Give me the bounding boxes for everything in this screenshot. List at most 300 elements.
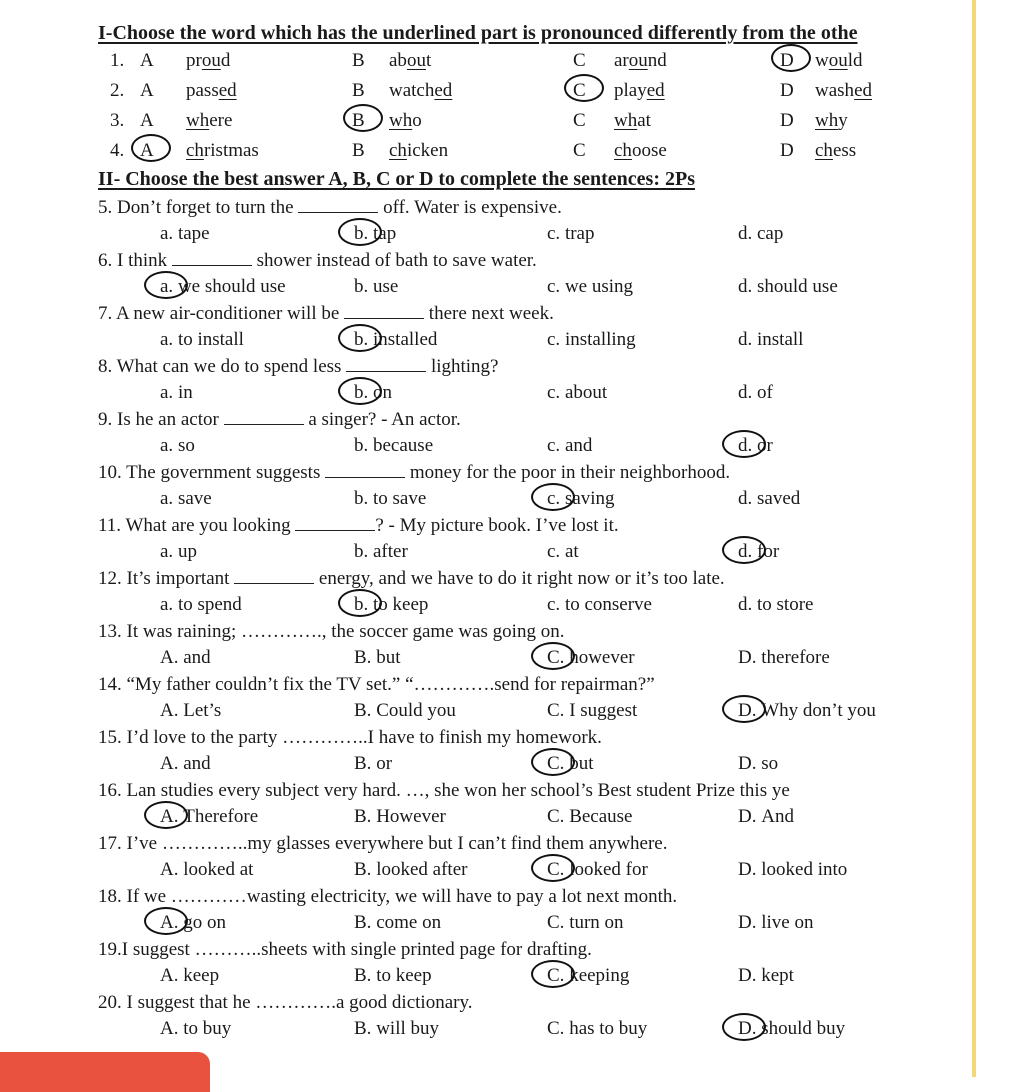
option-word[interactable] — [815, 110, 848, 132]
option-letter-text: d. — [738, 594, 753, 615]
option-text: However — [376, 806, 446, 827]
answer-option[interactable] — [160, 1018, 231, 1040]
option-text: or — [376, 753, 393, 774]
question-stem: 18. If we …………wasting electricity, we will have to pay a lot next month. — [98, 886, 678, 907]
question-stem: 20. I suggest that he ………….a good dictionary. — [98, 992, 473, 1013]
underlined-part: ch — [614, 140, 632, 161]
answer-option[interactable] — [160, 912, 226, 934]
option-text: Could you — [376, 700, 456, 721]
option-letter[interactable] — [780, 140, 794, 162]
question-text — [98, 356, 499, 378]
option-text: therefore — [761, 647, 830, 668]
answer-option[interactable] — [160, 382, 193, 404]
option-letter-text: C. — [547, 912, 565, 933]
option-letter-text: C. — [547, 753, 565, 774]
option-word[interactable] — [186, 80, 237, 102]
option-text: to store — [757, 594, 814, 615]
question-stem: 19.I suggest ………..sheets with single printed page for drafting. — [98, 939, 592, 960]
underlined-part: ed — [218, 80, 237, 101]
option-letter[interactable] — [352, 110, 365, 132]
option-word[interactable] — [186, 50, 230, 72]
option-letter-text: C. — [547, 806, 565, 827]
word-part: pr — [186, 50, 202, 71]
word-part: watch — [389, 80, 435, 101]
answer-option[interactable] — [547, 488, 615, 510]
option-letter-text: b. — [354, 488, 369, 509]
answer-option[interactable] — [547, 753, 593, 775]
answer-option[interactable] — [160, 276, 286, 298]
option-letter-text: B. — [354, 912, 372, 933]
answer-option[interactable] — [738, 382, 773, 404]
option-text: and — [564, 435, 593, 456]
word-part: ab — [389, 50, 407, 71]
option-letter-text: B. — [354, 965, 372, 986]
question-number — [110, 110, 124, 132]
answer-option[interactable] — [354, 912, 441, 934]
option-text: to conserve — [564, 594, 652, 615]
question-stem: 15. I’d love to the party …………..I have to finish my homework. — [98, 727, 602, 748]
option-letter-text: C. — [547, 859, 565, 880]
option-letter[interactable] — [780, 80, 794, 102]
option-letter[interactable] — [352, 140, 365, 162]
answer-option[interactable] — [160, 223, 210, 245]
option-letter-text: A. — [160, 806, 179, 827]
answer-option[interactable] — [547, 965, 629, 987]
option-letter-text: d. — [738, 276, 753, 297]
option-text: up — [177, 541, 197, 562]
answer-option[interactable] — [160, 806, 258, 828]
answer-option[interactable] — [160, 700, 221, 722]
option-text: we using — [564, 276, 634, 297]
option-letter-text: b. — [354, 435, 369, 456]
question-number — [110, 80, 124, 102]
underlined-part: ou — [828, 50, 848, 71]
option-letter-text: D. — [738, 753, 757, 774]
option-word[interactable] — [614, 140, 667, 162]
option-letter-text: D. — [738, 1018, 757, 1039]
option-letter-text: B — [352, 50, 365, 71]
bottom-tab[interactable] — [0, 1052, 210, 1092]
option-letter-text: B. — [354, 753, 372, 774]
option-text: so — [177, 435, 195, 456]
option-text: and — [183, 753, 211, 774]
option-letter-text: a. — [160, 488, 174, 509]
underlined-part: wh — [815, 110, 839, 131]
option-letter-text: A. — [160, 753, 179, 774]
option-letter-text: A. — [160, 912, 179, 933]
word-part: t — [425, 50, 432, 71]
question-stem: 6. I think — [98, 250, 172, 271]
question-stem: 14. “My father couldn’t fix the TV set.” “………….send for repairman?” — [98, 674, 655, 695]
option-letter[interactable] — [140, 50, 154, 72]
answer-option[interactable] — [547, 700, 637, 722]
option-letter-text: b. — [354, 382, 369, 403]
option-text: has to buy — [569, 1018, 648, 1039]
answer-option[interactable] — [738, 753, 778, 775]
answer-option[interactable] — [738, 1018, 845, 1040]
option-word[interactable] — [389, 110, 422, 132]
question-text — [98, 303, 554, 325]
question-text — [98, 992, 472, 1014]
answer-option[interactable] — [354, 223, 396, 245]
option-letter-text: C — [573, 80, 586, 101]
option-letter-text: D. — [738, 859, 757, 880]
question-number-text: 1. — [110, 50, 125, 71]
option-text: at — [564, 541, 579, 562]
option-letter-text: B — [352, 110, 365, 131]
answer-option[interactable] — [738, 806, 794, 828]
option-letter-text: b. — [354, 329, 369, 350]
option-letter[interactable] — [352, 50, 365, 72]
answer-option[interactable] — [160, 541, 197, 563]
option-text: for — [757, 541, 780, 562]
option-letter-text: A. — [160, 859, 179, 880]
option-letter-text: c. — [547, 276, 561, 297]
option-word[interactable] — [614, 80, 665, 102]
answer-option[interactable] — [354, 329, 437, 351]
option-letter-text: B. — [354, 647, 372, 668]
option-text: Let’s — [183, 700, 222, 721]
option-text: installing — [564, 329, 636, 350]
answer-option[interactable] — [547, 435, 592, 457]
option-text: installed — [373, 329, 438, 350]
option-text: will buy — [376, 1018, 439, 1039]
option-letter-text: D. — [738, 700, 757, 721]
option-text: we should use — [177, 276, 286, 297]
question-stem-end: there next week. — [424, 303, 554, 324]
answer-option[interactable] — [547, 329, 636, 351]
question-stem-end: energy, and we have to do it right now or it’s too late. — [314, 568, 725, 589]
option-text: looked at — [183, 859, 254, 880]
word-part: ld — [847, 50, 863, 71]
option-text: come on — [376, 912, 442, 933]
page-edge-line — [972, 0, 976, 1077]
answer-blank[interactable] — [298, 198, 378, 213]
option-letter-text: C. — [547, 700, 565, 721]
word-part: oose — [631, 140, 667, 161]
option-text: should buy — [761, 1018, 846, 1039]
option-text: And — [761, 806, 794, 827]
option-letter-text: C — [573, 110, 586, 131]
word-part: d — [220, 50, 231, 71]
option-letter-text: d. — [738, 223, 753, 244]
question-stem-end: money for the poor in their neighborhood. — [405, 462, 731, 483]
answer-option[interactable] — [738, 859, 847, 881]
answer-option[interactable] — [160, 329, 244, 351]
question-number — [110, 140, 124, 162]
answer-option[interactable] — [738, 329, 803, 351]
answer-option[interactable] — [547, 223, 594, 245]
word-part: wash — [815, 80, 855, 101]
answer-option[interactable] — [160, 753, 211, 775]
option-text: use — [373, 276, 399, 297]
answer-option[interactable] — [738, 435, 773, 457]
word-part: ar — [614, 50, 629, 71]
answer-option[interactable] — [160, 859, 253, 881]
option-text: install — [757, 329, 804, 350]
option-text: kept — [761, 965, 794, 986]
underlined-part: ou — [628, 50, 648, 71]
underlined-part: ed — [646, 80, 665, 101]
question-number-text: 4. — [110, 140, 125, 161]
option-letter-text: D — [780, 140, 794, 161]
question-stem-end: ? - My picture book. I’ve lost it. — [375, 515, 619, 536]
option-letter-text: c. — [547, 223, 561, 244]
question-stem: 11. What are you looking — [98, 515, 296, 536]
word-part: ess — [832, 140, 857, 161]
answer-option[interactable] — [354, 700, 456, 722]
answer-option[interactable] — [354, 488, 426, 510]
answer-blank[interactable] — [325, 463, 405, 478]
option-text: I suggest — [569, 700, 638, 721]
option-text: save — [177, 488, 212, 509]
option-letter[interactable] — [573, 140, 586, 162]
answer-option[interactable] — [547, 912, 624, 934]
option-text: cap — [757, 223, 784, 244]
option-letter-text: D — [780, 50, 794, 71]
answer-option[interactable] — [354, 965, 432, 987]
question-number-text: 2. — [110, 80, 125, 101]
option-letter-text: a. — [160, 541, 174, 562]
option-letter-text: d. — [738, 541, 753, 562]
answer-option[interactable] — [547, 1018, 647, 1040]
answer-option[interactable] — [160, 594, 242, 616]
option-text: saving — [564, 488, 615, 509]
answer-option[interactable] — [738, 965, 794, 987]
option-letter-text: A. — [160, 1018, 179, 1039]
question-text — [98, 833, 667, 855]
answer-blank[interactable] — [172, 251, 252, 266]
option-letter-text: D — [780, 80, 794, 101]
option-text: so — [761, 753, 779, 774]
answer-option[interactable] — [738, 276, 838, 298]
answer-option[interactable] — [354, 541, 408, 563]
option-letter-text: a. — [160, 223, 174, 244]
option-text: keep — [183, 965, 220, 986]
question-stem: 13. It was raining; …………., the soccer game was going on. — [98, 621, 565, 642]
option-letter-text: d. — [738, 329, 753, 350]
option-letter-text: C — [573, 140, 586, 161]
option-text: to spend — [177, 594, 242, 615]
question-text — [98, 674, 655, 696]
answer-option[interactable] — [354, 753, 392, 775]
answer-option[interactable] — [547, 647, 635, 669]
answer-option[interactable] — [738, 700, 876, 722]
option-letter-text: c. — [547, 594, 561, 615]
underlined-part: ou — [406, 50, 426, 71]
option-letter-text: a. — [160, 435, 174, 456]
option-text: about — [564, 382, 608, 403]
option-letter-text: c. — [547, 488, 561, 509]
option-letter[interactable] — [140, 80, 154, 102]
option-letter-text: b. — [354, 594, 369, 615]
answer-option[interactable] — [547, 382, 607, 404]
option-text: Because — [569, 806, 633, 827]
question-stem-end: shower instead of bath to save water. — [251, 250, 537, 271]
option-letter[interactable] — [352, 80, 365, 102]
option-letter-text: d. — [738, 488, 753, 509]
answer-option[interactable] — [354, 1018, 439, 1040]
option-word[interactable] — [815, 140, 856, 162]
answer-option[interactable] — [354, 382, 392, 404]
answer-option[interactable] — [738, 488, 800, 510]
option-letter[interactable] — [780, 50, 794, 72]
word-part: w — [815, 50, 829, 71]
underlined-part: wh — [614, 110, 638, 131]
option-word[interactable] — [614, 50, 667, 72]
option-letter-text: c. — [547, 382, 561, 403]
question-stem: 12. It’s important — [98, 568, 235, 589]
option-letter-text: a. — [160, 329, 174, 350]
word-part: nd — [647, 50, 667, 71]
answer-option[interactable] — [354, 806, 446, 828]
answer-option[interactable] — [547, 806, 633, 828]
option-text: to keep — [376, 965, 432, 986]
option-letter-text: A — [140, 110, 154, 131]
underlined-part: wh — [389, 110, 413, 131]
question-stem-end: lighting? — [426, 356, 499, 377]
option-letter-text: d. — [738, 435, 753, 456]
word-part: at — [637, 110, 651, 131]
underlined-part: ed — [434, 80, 453, 101]
option-word[interactable] — [815, 50, 863, 72]
question-text — [98, 568, 725, 590]
underlined-part: ch — [389, 140, 407, 161]
option-word[interactable] — [614, 110, 651, 132]
option-letter-text: B. — [354, 700, 372, 721]
answer-option[interactable] — [354, 859, 467, 881]
option-text: to buy — [183, 1018, 232, 1039]
option-text: turn on — [569, 912, 624, 933]
option-text: in — [177, 382, 193, 403]
answer-option[interactable] — [547, 594, 652, 616]
answer-option[interactable] — [547, 276, 633, 298]
option-text: but — [376, 647, 401, 668]
question-text — [98, 250, 537, 272]
option-letter-text: B — [352, 80, 365, 101]
option-letter-text: c. — [547, 329, 561, 350]
word-part: play — [614, 80, 647, 101]
answer-option[interactable] — [160, 965, 219, 987]
question-text — [98, 621, 564, 643]
word-part: y — [838, 110, 848, 131]
answer-option[interactable] — [354, 435, 433, 457]
option-letter-text: c. — [547, 541, 561, 562]
answer-blank[interactable] — [234, 569, 314, 584]
question-text — [98, 409, 461, 431]
answer-option[interactable] — [354, 647, 400, 669]
answer-blank[interactable] — [346, 357, 426, 372]
option-letter-text: c. — [547, 435, 561, 456]
option-letter-text: b. — [354, 541, 369, 562]
option-text: tap — [373, 223, 397, 244]
option-text: live on — [761, 912, 814, 933]
option-letter-text: C — [573, 50, 586, 71]
option-letter-text: A — [140, 50, 154, 71]
option-word[interactable] — [815, 80, 872, 102]
option-letter[interactable] — [140, 140, 154, 162]
option-letter-text: A. — [160, 647, 179, 668]
answer-option[interactable] — [160, 488, 212, 510]
question-stem: 16. Lan studies every subject very hard. …, she won her school’s Best student Prize this ye — [98, 780, 790, 801]
answer-option[interactable] — [547, 859, 648, 881]
word-part: pass — [186, 80, 219, 101]
option-letter-text: C. — [547, 647, 565, 668]
option-letter[interactable] — [780, 110, 794, 132]
option-text: or — [757, 435, 773, 456]
option-text: to keep — [373, 594, 429, 615]
option-letter-text: d. — [738, 382, 753, 403]
question-text — [98, 727, 602, 749]
answer-option[interactable] — [354, 276, 398, 298]
question-stem-end: a singer? - An actor. — [303, 409, 461, 430]
option-letter-text: B. — [354, 806, 372, 827]
question-text — [98, 515, 619, 537]
word-part: icken — [406, 140, 449, 161]
answer-option[interactable] — [738, 912, 813, 934]
question-stem: 7. A new air-conditioner will be — [98, 303, 345, 324]
answer-option[interactable] — [547, 541, 579, 563]
option-letter-text: D — [780, 110, 794, 131]
option-letter-text: A. — [160, 700, 179, 721]
underlined-part: wh — [186, 110, 210, 131]
word-part: ristmas — [203, 140, 259, 161]
option-letter-text: a. — [160, 382, 174, 403]
answer-option[interactable] — [738, 594, 813, 616]
answer-option[interactable] — [160, 647, 211, 669]
option-letter-text: A — [140, 140, 154, 161]
option-letter[interactable] — [573, 50, 586, 72]
underlined-part: ch — [186, 140, 204, 161]
word-part: o — [412, 110, 422, 131]
answer-blank[interactable] — [295, 516, 375, 531]
option-text: should use — [757, 276, 838, 297]
answer-option[interactable] — [738, 647, 830, 669]
option-letter[interactable] — [573, 80, 586, 102]
option-letter-text: C. — [547, 1018, 565, 1039]
option-letter-text: D. — [738, 647, 757, 668]
section-2-title: II- Choose the best answer A, B, C or D to complete the sentences: 2Ps — [98, 168, 695, 190]
option-letter-text: b. — [354, 223, 369, 244]
word-part: ere — [209, 110, 233, 131]
option-word[interactable] — [186, 110, 232, 132]
question-text — [98, 939, 592, 961]
option-letter-text: B. — [354, 859, 372, 880]
question-text — [98, 886, 677, 908]
answer-option[interactable] — [738, 541, 779, 563]
option-word[interactable] — [389, 80, 452, 102]
question-text — [98, 780, 790, 802]
option-word[interactable] — [389, 140, 448, 162]
option-letter[interactable] — [573, 110, 586, 132]
answer-option[interactable] — [160, 435, 195, 457]
underlined-part: ed — [854, 80, 872, 101]
option-word[interactable] — [186, 140, 259, 162]
answer-blank[interactable] — [344, 304, 424, 319]
option-text: Why don’t you — [761, 700, 876, 721]
question-number — [110, 50, 124, 72]
underlined-part: ch — [815, 140, 833, 161]
answer-option[interactable] — [354, 594, 428, 616]
option-word[interactable] — [389, 50, 431, 72]
option-letter-text: C. — [547, 965, 565, 986]
answer-blank[interactable] — [224, 410, 304, 425]
option-text: tape — [177, 223, 210, 244]
option-letter[interactable] — [140, 110, 154, 132]
option-text: looked into — [761, 859, 848, 880]
option-letter-text: A — [140, 80, 154, 101]
answer-option[interactable] — [738, 223, 783, 245]
